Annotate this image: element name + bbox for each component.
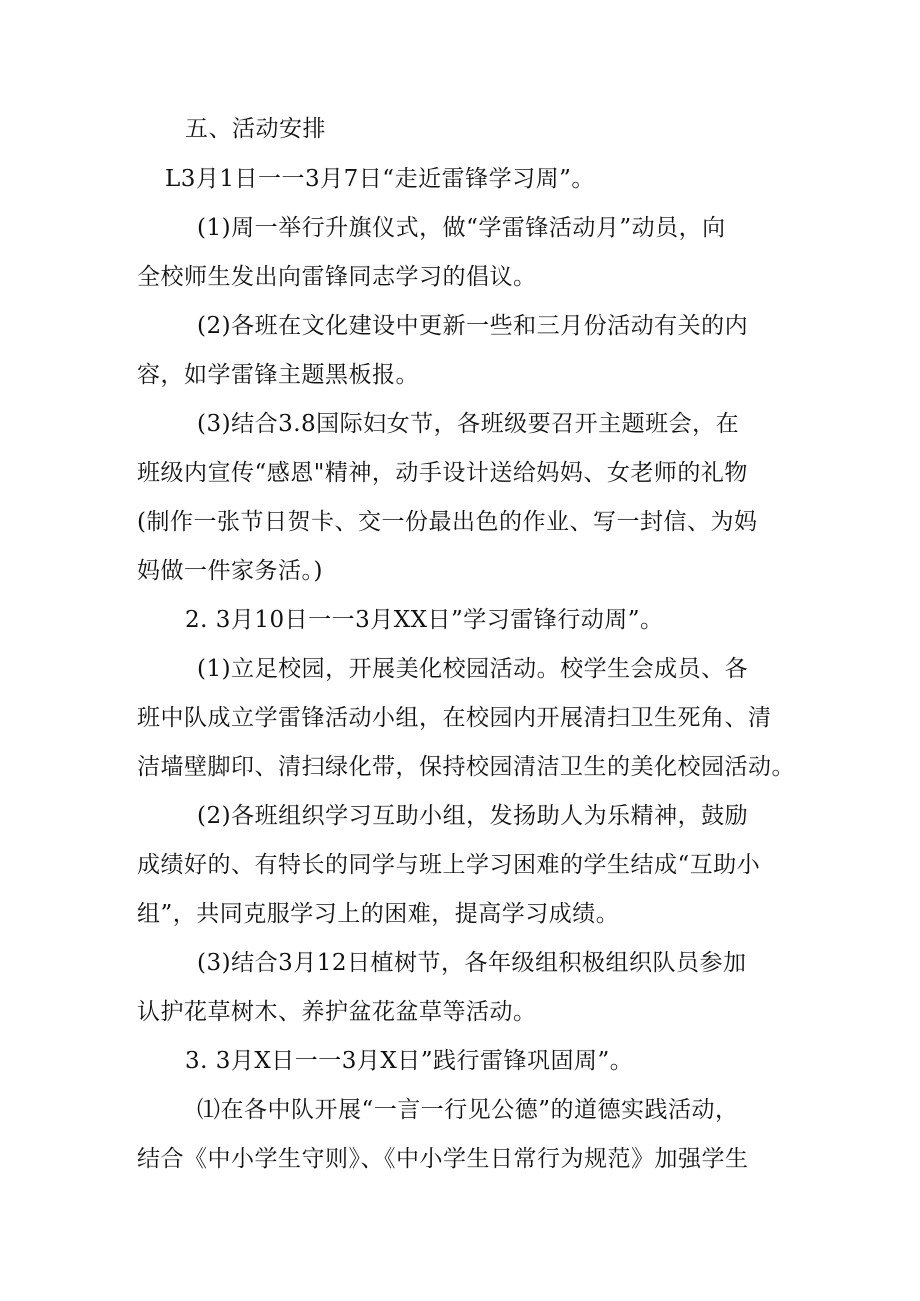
- paragraph-line: (1)立足校园，开展美化校园活动。校学生会成员、各: [197, 656, 749, 682]
- paragraph-line: (制作一张节日贺卡、交一份最出色的作业、写一封信、为妈: [137, 509, 758, 535]
- paragraph-line: (2)各班组织学习互助小组，发扬助人为乐精神，鼓励: [197, 803, 749, 829]
- paragraph-line: (2)各班在文化建设中更新一些和三月份活动有关的内: [197, 313, 749, 339]
- week-three-heading: 3. 3月X日一一3月X日”践行雷锋巩固周”。: [185, 1048, 634, 1074]
- paragraph-line: (3)结合3.8国际妇女节，各班级要召开主题班会，在: [197, 411, 740, 437]
- paragraph-line: 成绩好的、有特长的同学与班上学习困难的学生结成“互助小: [137, 852, 761, 878]
- paragraph-line: 结合《中小学生守则》、《中小学生日常行为规范》加强学生: [137, 1146, 749, 1172]
- paragraph-line: 容，如学雷锋主题黑板报。: [137, 362, 419, 388]
- week-two-heading: 2. 3月10日一一3月XX日”学习雷锋行动周”。: [185, 607, 664, 633]
- week-one-heading: L3月1日一一3月7日“走近雷锋学习周”。: [165, 166, 595, 192]
- paragraph-line: (3)结合3月12日植树节，各年级组积极组织队员参加: [197, 950, 747, 976]
- paragraph-line: 全校师生发出向雷锋同志学习的倡议。: [137, 264, 537, 290]
- paragraph-line: ⑴在各中队开展“一言一行见公德”的道德实践活动，: [197, 1097, 739, 1123]
- section-heading: 五、活动安排: [185, 116, 326, 142]
- paragraph-line: 认护花草树木、养护盆花盆草等活动。: [137, 999, 537, 1025]
- paragraph-line: 洁墙壁脚印、清扫绿化带，保持校园清洁卫生的美化校园活动。: [137, 754, 795, 780]
- paragraph-line: 妈做一件家务活。): [137, 558, 323, 584]
- paragraph-line: 组”，共同克服学习上的困难，提高学习成绩。: [137, 901, 620, 927]
- paragraph-line: (1)周一举行升旗仪式，做“学雷锋活动月”动员，向: [197, 215, 726, 241]
- paragraph-line: 班级内宣传“感恩"精神，动手设计送给妈妈、女老师的礼物: [137, 460, 748, 486]
- paragraph-line: 班中队成立学雷锋活动小组，在校园内开展清扫卫生死角、清: [137, 705, 772, 731]
